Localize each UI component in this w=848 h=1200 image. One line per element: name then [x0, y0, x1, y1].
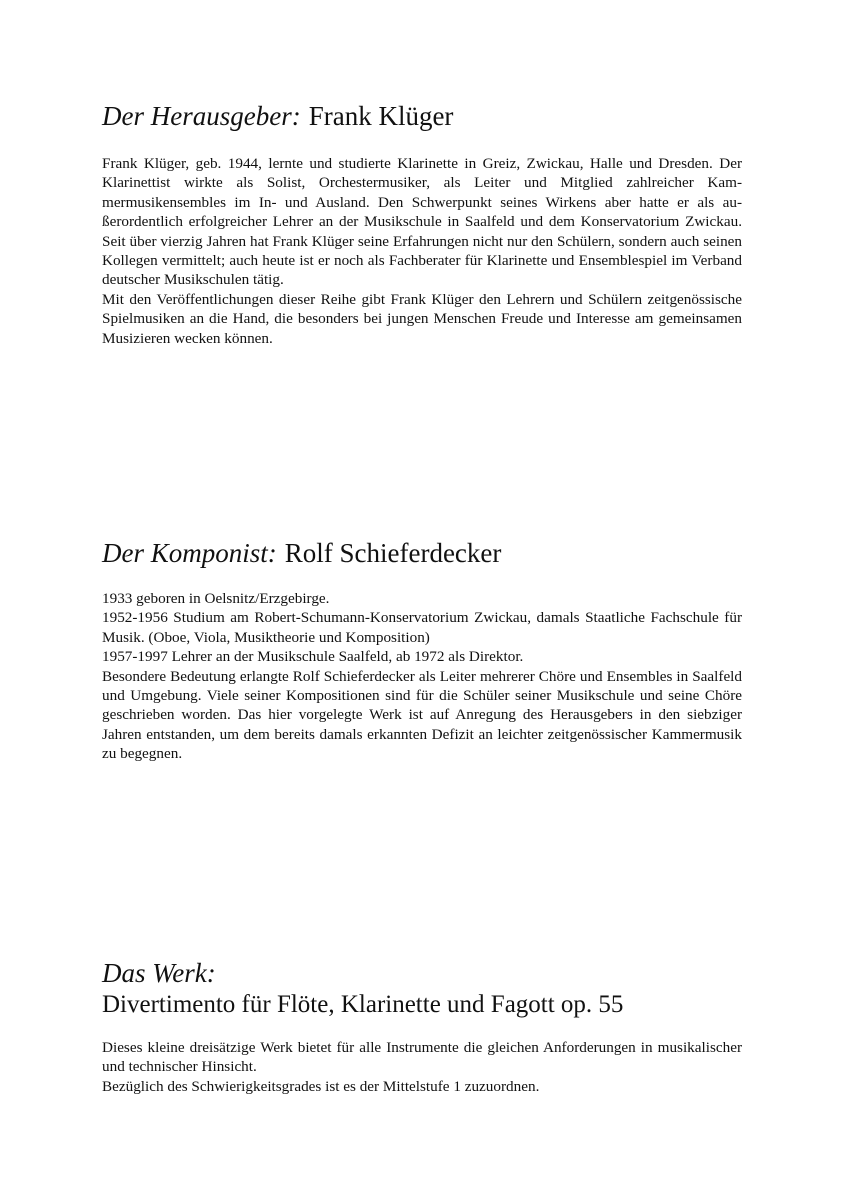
- editor-role-label: Der Herausgeber:: [102, 101, 301, 131]
- editor-paragraph: Frank Klüger, geb. 1944, lernte und studierte Klarinette in Greiz, Zwickau, Halle und Dresden. Der Klarinettist wirkte als Solist, Orchestermusiker, als Leiter und Mitglied zahlreicher Kammermusikensembles im In- und Ausland. Den Schwerpunkt seines Wirkens aber hatte er als außerordentlich erfolgreicher Lehrer an der Musikschule in Saalfeld und dem Konservatorium Zwickau. Seit über vierzig Jahren hat Frank Klüger seine Erfahrungen nicht nur den Schülern, sondern auch seinen Kollegen vermittelt; auch heute ist er noch als Fachberater für Klarinette und Ensemblespiel im Verband deutscher Musikschulen tätig.: [102, 155, 742, 289]
- composer-paragraph: Besondere Bedeutung erlangte Rolf Schieferdecker als Leiter mehrerer Chöre und Ensembles in Saalfeld und Umgebung. Viele seiner Kompositionen sind für die Schüler seiner Musikschule und seine Chöre geschrieben worden. Das hier vorgelegte Werk ist auf Anregung des Herausgebers in den siebziger Jahren entstanden, um dem bereits damals erkannten Defizit an leichter zeitgenössischer Kammermusik zu begegnen.: [102, 667, 742, 763]
- composer-heading: [102, 537, 742, 569]
- work-paragraph: Bezüglich des Schwierigkeitsgrades ist es der Mittelstufe 1 zuzuordnen.: [102, 1077, 540, 1095]
- work-description: [102, 1038, 742, 1096]
- editor-section: [102, 100, 742, 348]
- composer-role-label: Der Komponist:: [102, 538, 277, 568]
- composer-biography: [102, 589, 742, 764]
- editor-paragraph: Mit den Veröffentlichungen dieser Reihe gibt Frank Klüger den Lehrern und Schülern zeitgenössische Spielmusiken an die Hand, die besonders bei jungen Menschen Freude und Interesse am gemeinsamen Musizieren wecken können.: [102, 290, 742, 347]
- editor-biography: [102, 154, 742, 348]
- editor-heading: [102, 100, 742, 132]
- work-title: Divertimento für Flöte, Klarinette und Fagott op. 55: [102, 991, 624, 1018]
- work-role-label: Das Werk:: [102, 958, 216, 988]
- composer-paragraph: 1933 geboren in Oelsnitz/Erzgebirge.: [102, 590, 330, 607]
- work-heading: [102, 957, 742, 989]
- work-paragraph: Dieses kleine dreisätzige Werk bietet für alle Instrumente die gleichen Anforderungen in musikalischer und technischer Hinsicht.: [102, 1039, 742, 1076]
- composer-paragraph: 1957-1997 Lehrer an der Musikschule Saalfeld, ab 1972 als Direktor.: [102, 648, 524, 666]
- composer-paragraph: 1952-1956 Studium am Robert-Schumann-Konservatorium Zwickau, damals Staatliche Fachschule für Musik. (Oboe, Viola, Musiktheorie und Komposition): [102, 609, 742, 646]
- composer-section: [102, 537, 742, 764]
- composer-name: Rolf Schieferdecker: [284, 538, 502, 568]
- work-section: [102, 957, 742, 1096]
- editor-name: Frank Klüger: [308, 101, 454, 131]
